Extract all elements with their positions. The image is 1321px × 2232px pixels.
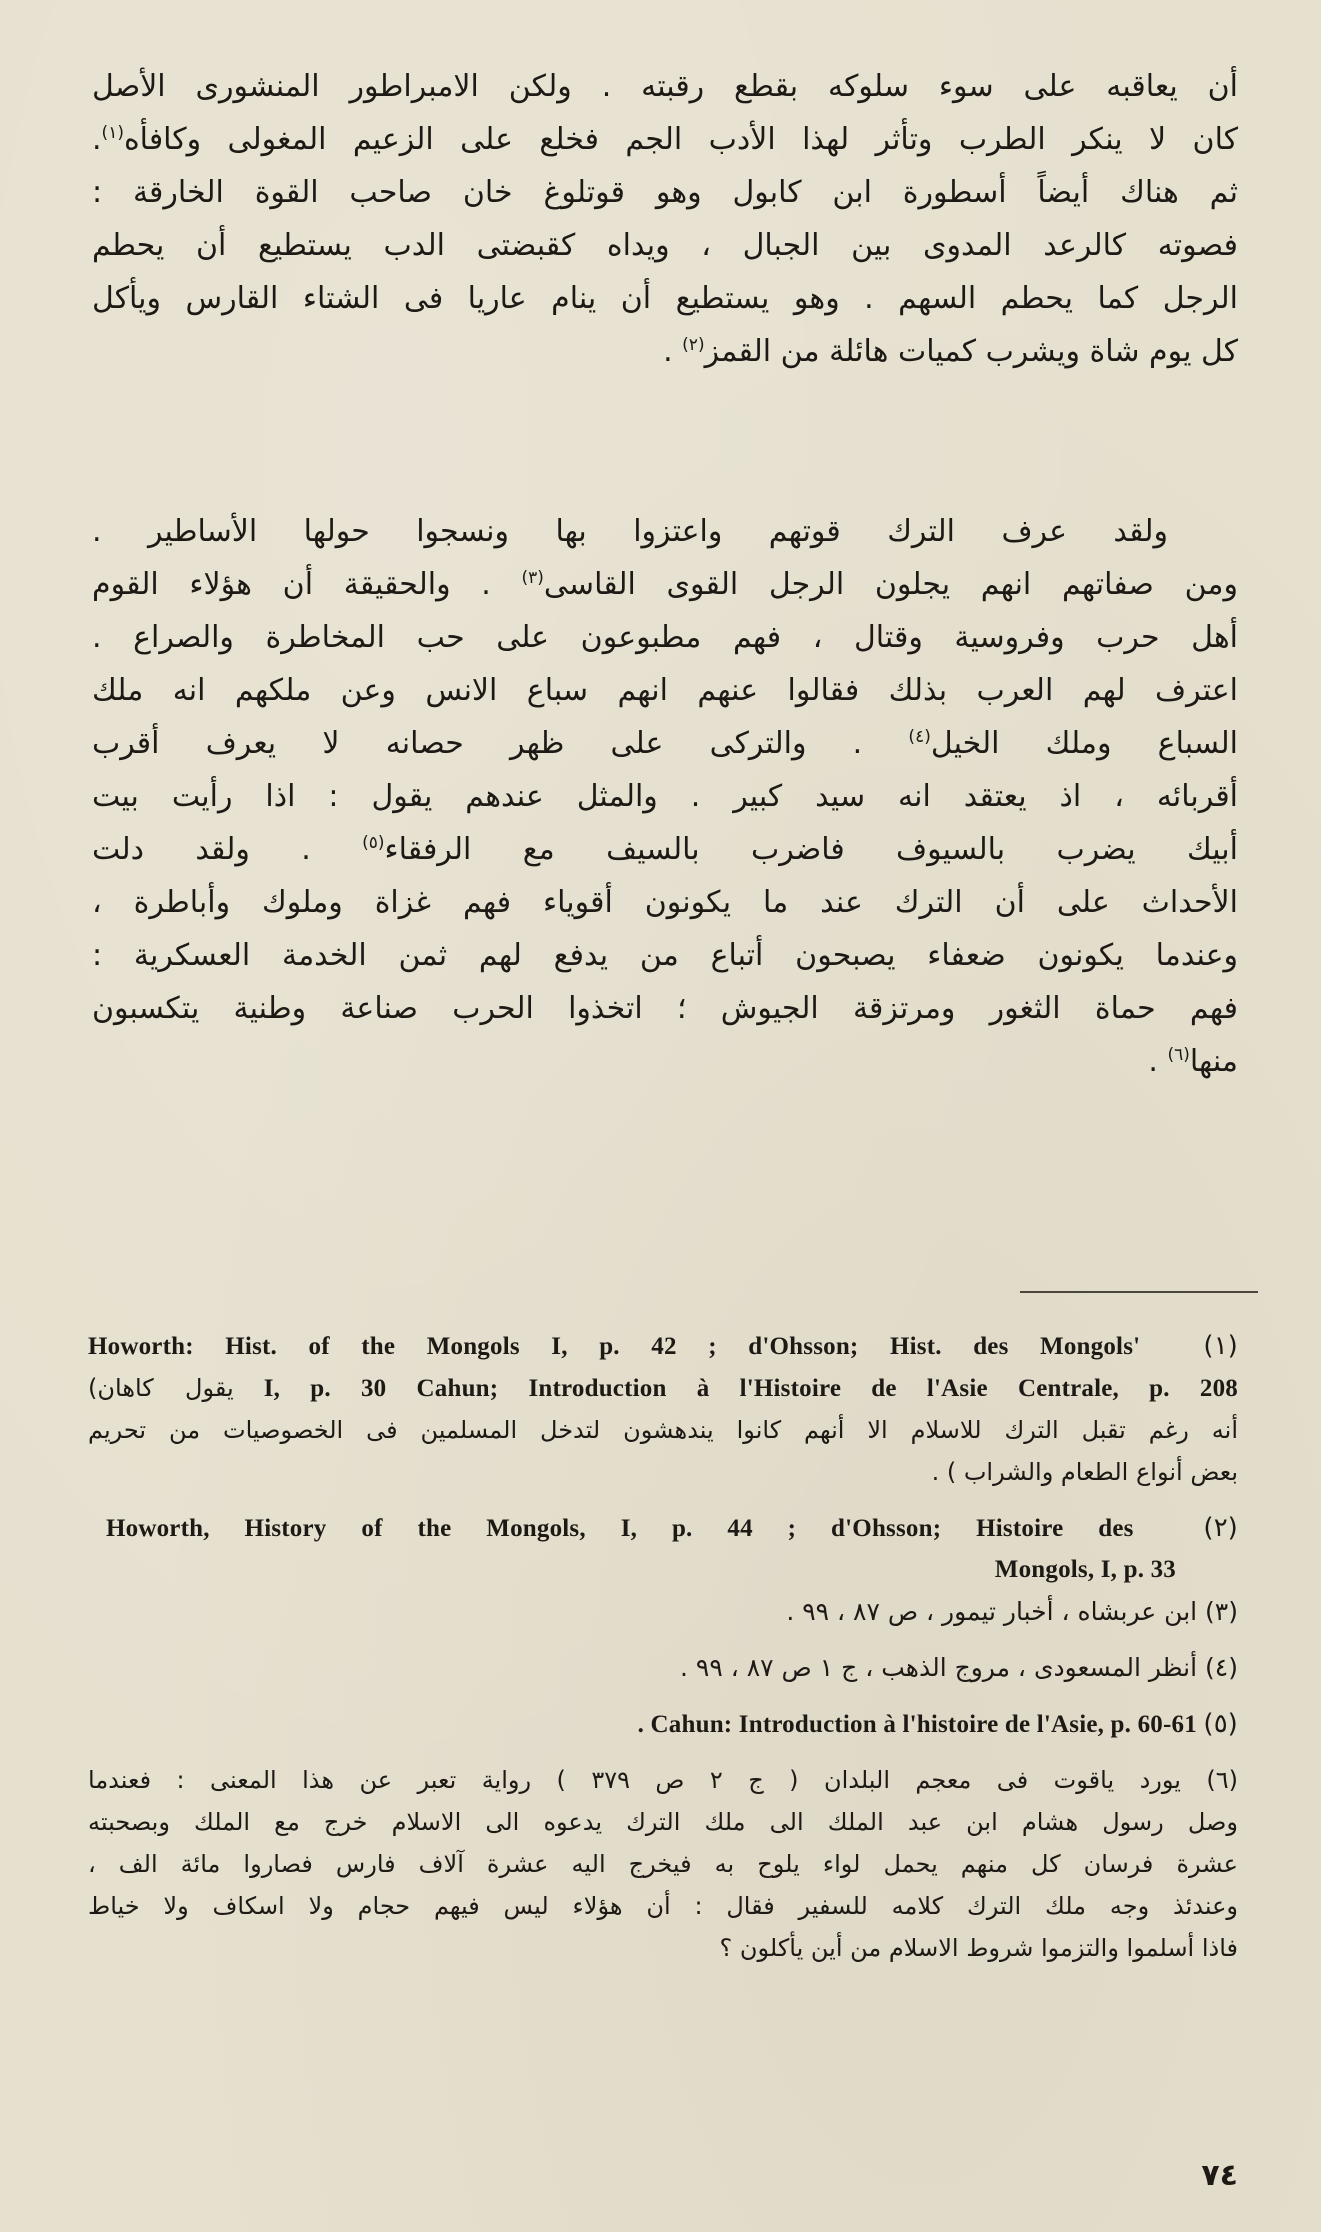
footnote-ref-5[interactable]: (٥) bbox=[362, 833, 385, 853]
body-line bbox=[92, 717, 1238, 770]
footnote-ref-4[interactable]: (٤) bbox=[908, 727, 931, 747]
footnote-4-text: (٤) أنظر المسعودى ، مروج الذهب ، ج ١ ص ٨٧ ، ٩٩ . bbox=[680, 1653, 1238, 1682]
body-line-text: أبيك يضرب بالسيوف فاضرب بالسيف مع الرفقاء bbox=[384, 832, 1238, 867]
footnote-ref-1[interactable]: (١) bbox=[101, 123, 124, 143]
footnote-6-line: فاذا أسلموا والتزموا شروط الاسلام من أين يأكلون ؟ bbox=[719, 1934, 1238, 1962]
body-line bbox=[92, 325, 1238, 378]
body-line: أقربائه ، اذ يعتقد انه سيد كبير . والمثل عندهم يقول : اذا رأيت بيت bbox=[92, 779, 1238, 814]
body-line: أن يعاقبه على سوء سلوكه بقطع رقبته . ولكن الامبراطور المنشورى الأصل bbox=[92, 69, 1238, 104]
body-line: فصوته كالرعد المدوى بين الجبال ، ويداه كقبضتى الدب يستطيع أن يحطم bbox=[92, 228, 1238, 263]
footnotes bbox=[88, 1325, 1238, 1969]
footnote-3-text: (٣) ابن عربشاه ، أخبار تيمور ، ص ٨٧ ، ٩٩ . bbox=[786, 1597, 1238, 1626]
body-line-text: منها bbox=[1189, 1044, 1238, 1079]
body-line: اعترف لهم العرب بذلك فقالوا عنهم انهم سباع الانس وعن ملكهم انه ملك bbox=[92, 673, 1238, 708]
footnote-2 bbox=[88, 1507, 1238, 1591]
footnote-6-line: وعندئذ وجه ملك الترك كلامه للسفير فقال : أن هؤلاء ليس فيهم حجام ولا اسكاف ولا خياط bbox=[88, 1892, 1238, 1920]
body-line bbox=[92, 1035, 1238, 1088]
body-line-text: السباع وملك الخيل bbox=[930, 726, 1238, 761]
body-line-tail: . ولقد دلت bbox=[92, 832, 363, 867]
footnote-5-text bbox=[88, 1703, 1238, 1745]
body-line bbox=[92, 558, 1238, 611]
footnote-ref-2[interactable]: (٢) bbox=[682, 335, 705, 355]
body-line bbox=[92, 113, 1238, 166]
paragraph-2 bbox=[92, 505, 1238, 1088]
footnote-1 bbox=[88, 1325, 1238, 1493]
page-number: ٧٤ bbox=[1201, 2158, 1238, 2193]
body-line-text: كل يوم شاة ويشرب كميات هائلة من القمز bbox=[704, 334, 1238, 369]
footnote-number: (١) bbox=[1203, 1331, 1238, 1361]
body-line bbox=[92, 823, 1238, 876]
footnote-1-line-2 bbox=[88, 1367, 1238, 1409]
arabic-prefix: (يقول كاهان bbox=[88, 1374, 234, 1402]
footnote-1-line-1 bbox=[88, 1325, 1238, 1367]
body-line-text: كان لا ينكر الطرب وتأثر لهذا الأدب الجم فخلع على الزعيم المغولى وكافأه bbox=[123, 122, 1238, 157]
footnote-3 bbox=[88, 1591, 1238, 1633]
footnote-divider bbox=[1020, 1291, 1258, 1293]
body-line-tail: . والتركى على ظهر حصانه لا يعرف أقرب bbox=[92, 726, 909, 761]
body-line-text: ومن صفاتهم انهم يجلون الرجل القوى القاسى bbox=[543, 567, 1238, 602]
footnote-ref-6[interactable]: (٦) bbox=[1167, 1045, 1190, 1065]
body-line: الرجل كما يحطم السهم . وهو يستطيع أن ينام عاريا فى الشتاء القارس ويأكل bbox=[92, 281, 1238, 316]
footnote-5 bbox=[88, 1703, 1238, 1745]
footnote-number: (٢) bbox=[1203, 1513, 1238, 1543]
footnote-4 bbox=[88, 1647, 1238, 1689]
footnote-2-line-2: Mongols, I, p. 33 bbox=[994, 1556, 1176, 1583]
body-line: ثم هناك أيضاً أسطورة ابن كابول وهو قوتلوغ خان صاحب القوة الخارقة : bbox=[92, 175, 1238, 210]
body-line: الأحداث على أن الترك عند ما يكونون أقوياء فهم غزاة وملوك وأباطرة ، bbox=[92, 885, 1238, 920]
punctuation: . bbox=[663, 334, 683, 369]
citation-text: Howorth, History of the Mongols, I, p. 44 ; d'Ohsson; Histoire des bbox=[106, 1515, 1134, 1542]
body-line: فهم حماة الثغور ومرتزقة الجيوش ؛ اتخذوا الحرب صناعة وطنية يتكسبون bbox=[92, 991, 1238, 1026]
footnote-number: (٥) bbox=[1203, 1709, 1238, 1739]
footnote-6 bbox=[88, 1759, 1238, 1969]
body-line: ولقد عرف الترك قوتهم واعتزوا بها ونسجوا حولها الأساطير . bbox=[92, 514, 1168, 549]
footnote-ref-3[interactable]: (٣) bbox=[521, 568, 544, 588]
body-line-tail: . والحقيقة أن هؤلاء القوم bbox=[92, 567, 522, 602]
footnote-6-line: وصل رسول هشام ابن عبد الملك الى ملك الترك يدعوه الى الاسلام خرج مع الملك وبصحبته bbox=[88, 1808, 1238, 1836]
paragraph-1 bbox=[92, 60, 1238, 378]
body-line: وعندما يكونون ضعفاء يصبحون أتباع من يدفع لهم ثمن الخدمة العسكرية : bbox=[92, 938, 1238, 973]
footnote-6-line: (٦) يورد ياقوت فى معجم البلدان ( ج ٢ ص ٣٧٩ ) رواية تعبر عن هذا المعنى : فعندما bbox=[88, 1766, 1238, 1794]
citation-text: Howorth: Hist. of the Mongols I, p. 42 ; d'Ohsson; Hist. des Mongols' bbox=[88, 1333, 1141, 1360]
citation-text: I, p. 30 Cahun; Introduction à l'Histoire de l'Asie Centrale, p. 208 bbox=[263, 1375, 1238, 1402]
footnote-2-line-1 bbox=[106, 1507, 1238, 1549]
citation-text: . Cahun: Introduction à l'histoire de l'Asie, p. 60-61 bbox=[637, 1711, 1197, 1738]
body-line: أهل حرب وفروسية وقتال ، فهم مطبوعون على حب المخاطرة والصراع . bbox=[92, 620, 1238, 655]
punctuation: . bbox=[92, 122, 102, 157]
footnote-6-line: عشرة فرسان كل منهم يحمل لواء يلوح به فيخرج اليه عشرة آلاف فارس فصاروا مائة الف ، bbox=[88, 1850, 1238, 1878]
body-line-tail: . bbox=[1148, 1044, 1168, 1079]
footnote-1-line-4: بعض أنواع الطعام والشراب ) . bbox=[931, 1458, 1238, 1486]
footnote-1-line-3: أنه رغم تقبل الترك للاسلام الا أنهم كانوا يندهشون لتدخل المسلمين فى الخصوصيات من تحريم bbox=[88, 1416, 1238, 1444]
